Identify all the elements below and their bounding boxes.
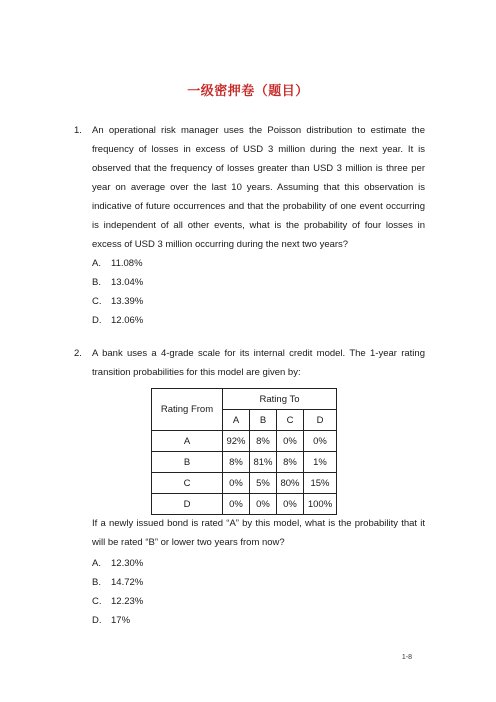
option-a (92, 254, 143, 273)
option-letter: B. (92, 277, 101, 288)
option-d (92, 611, 130, 630)
table-cell: 81% (250, 452, 277, 473)
option-text: 12.23% (111, 596, 144, 607)
option-b (92, 273, 143, 292)
table-cell: 0% (277, 494, 304, 515)
column-header: D (304, 410, 337, 431)
page-number: 1-8 (401, 654, 412, 661)
question-text: An operational risk manager uses the Poisson distribution to estimate the frequency of losses in excess of USD 3 million during the next year. It is observed that the frequency of losses greater than USD 3 million is three per year on average over the last 10 years. Assuming that this observation is indicative of future occurrences and that the probability of one event occurring is independent of all other events, what is the probability of four losses in excess of USD 3 million occurring during the next two years? (92, 125, 425, 250)
table-cell: 0% (223, 473, 250, 494)
table-cell: 80% (277, 473, 304, 494)
option-letter: A. (92, 558, 101, 569)
table-cell: 0% (250, 494, 277, 515)
row-label: C (152, 473, 223, 494)
option-b (92, 573, 143, 592)
option-text: 12.06% (111, 315, 144, 326)
option-text: 11.08% (111, 258, 143, 269)
question-text: A bank uses a 4-grade scale for its internal credit model. The 1-year rating transition probabilities for this model are given by: (92, 348, 425, 378)
option-letter: D. (92, 615, 102, 626)
question-number: 2. (74, 348, 82, 359)
table-row (152, 452, 337, 473)
option-letter: C. (92, 296, 102, 307)
question-text: If a newly issued bond is rated “A” by this model, what is the probability that it will be rated “B” or lower two years from now? (92, 518, 425, 548)
table-cell: 100% (304, 494, 337, 515)
row-label: A (152, 431, 223, 452)
table-cell: 0% (223, 494, 250, 515)
option-text: 13.04% (111, 277, 144, 288)
option-c (92, 292, 143, 311)
option-letter: C. (92, 596, 102, 607)
row-label: D (152, 494, 223, 515)
transition-matrix-table (151, 388, 337, 515)
column-header: C (277, 410, 304, 431)
option-a (92, 554, 143, 573)
option-c (92, 592, 143, 611)
option-letter: B. (92, 577, 101, 588)
option-letter: D. (92, 315, 102, 326)
table-row (152, 494, 337, 515)
column-header: B (250, 410, 277, 431)
question-number: 1. (74, 125, 82, 136)
option-text: 12.30% (111, 558, 144, 569)
table-cell: 1% (304, 452, 337, 473)
table-cell: 8% (277, 452, 304, 473)
option-text: 13.39% (111, 296, 144, 307)
table-cell: 8% (223, 452, 250, 473)
table-row (152, 473, 337, 494)
column-header: A (223, 410, 250, 431)
page-title: 一级密押卷（题目） (187, 84, 309, 99)
table-cell: 5% (250, 473, 277, 494)
option-d (92, 311, 143, 330)
table-cell: 0% (277, 431, 304, 452)
table-row (152, 431, 337, 452)
table-cell: 0% (304, 431, 337, 452)
rating-to-header: Rating To (223, 389, 337, 410)
rating-from-header: Rating From (152, 389, 223, 431)
table-cell: 15% (304, 473, 337, 494)
row-label: B (152, 452, 223, 473)
table-cell: 92% (223, 431, 250, 452)
option-text: 14.72% (111, 577, 144, 588)
table-cell: 8% (250, 431, 277, 452)
option-text: 17% (111, 615, 131, 626)
option-letter: A. (92, 258, 101, 269)
